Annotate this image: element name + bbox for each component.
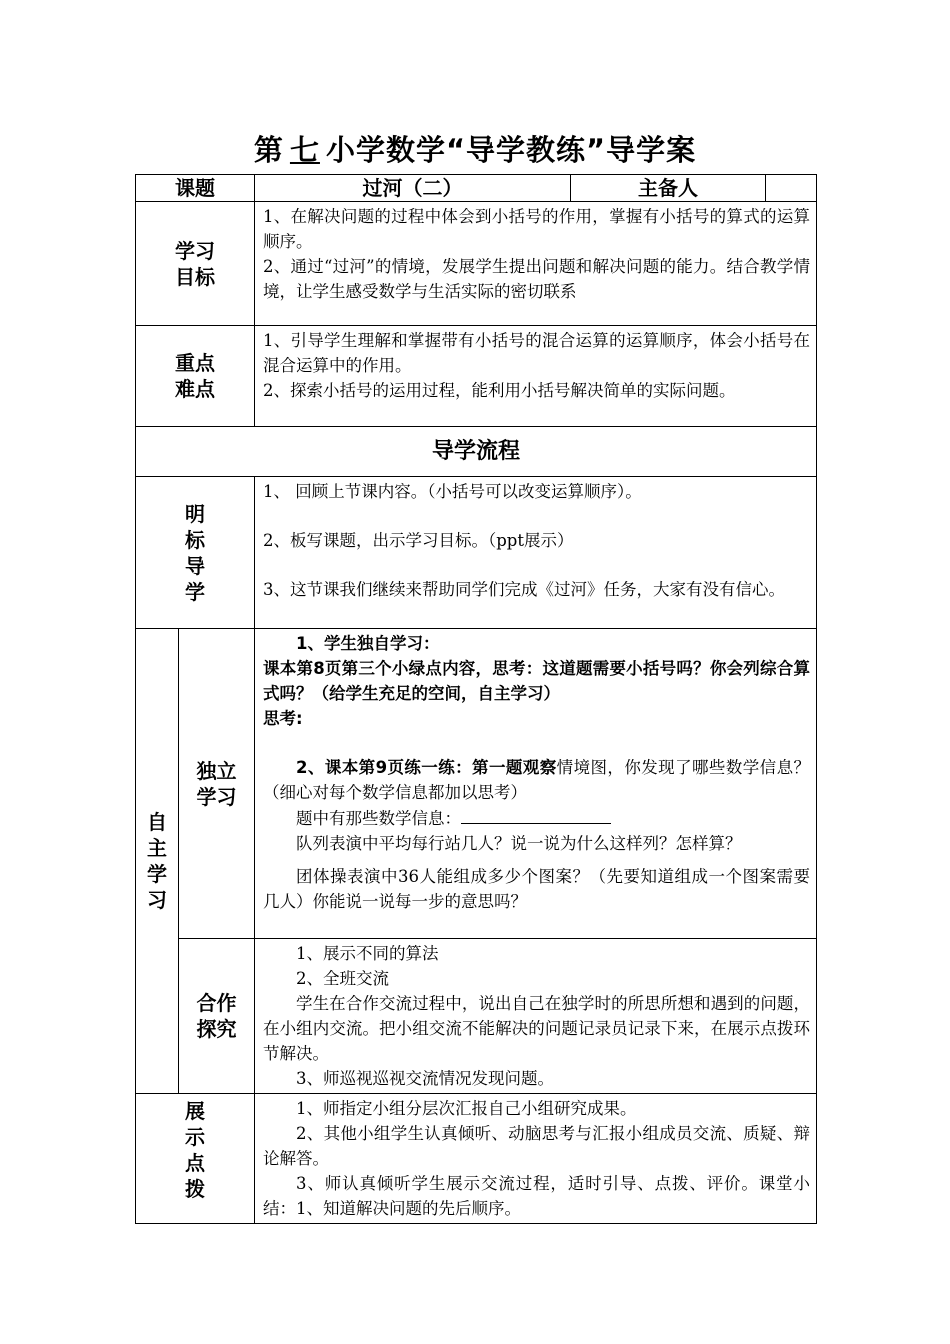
process-title-row — [136, 427, 817, 477]
title-suffix: 小学数学“导学教练”导学案 — [325, 133, 697, 167]
display-item: 3、师认真倾听学生展示交流过程，适时引导、点拨、评价。课堂小结：1、知道解决问题的先后顺序。 — [263, 1174, 810, 1218]
keypoints-row — [136, 326, 817, 427]
cooperative-item: 1、展示不同的算法 — [296, 944, 439, 963]
display-item: 2、其他小组学生认真倾听、动脑思考与汇报小组成员交流、质疑、辩论解答。 — [263, 1124, 810, 1168]
self-study-label: 自 主 学 习 — [136, 629, 179, 1094]
independent-heading-1: 1、学生独自学习： — [296, 634, 440, 653]
cooperative-label: 合作 探究 — [179, 939, 255, 1094]
keypoint-item: 2、探索小括号的运用过程，能利用小括号解决简单的实际问题。 — [263, 381, 736, 400]
topic-value: 过河（二） — [255, 175, 571, 202]
page-title — [0, 128, 950, 169]
independent-question-2: 队列表演中平均每行站几人？说一说为什么这样列？怎样算？ — [296, 834, 742, 853]
mingbiao-content — [255, 477, 817, 629]
independent-row — [136, 629, 817, 939]
objective-item: 2、通过“过河”的情境，发展学生提出问题和解决问题的能力。结合教学情境，让学生感受数学与生活实际的密切联系 — [263, 257, 810, 301]
display-label: 展 示 点 拨 — [136, 1094, 255, 1224]
answer-blank — [461, 805, 611, 824]
title-fill: 七 — [289, 133, 320, 167]
independent-think: 思考: — [263, 709, 303, 728]
independent-task-2: 2、课本第9页练一练：第一题观察情境图，你发现了哪些数学信息？（细心对每个数学信息都加以思考） — [263, 758, 811, 802]
independent-content — [255, 629, 817, 939]
mingbiao-label: 明 标 导 学 — [136, 477, 255, 629]
lesson-plan-table — [135, 174, 817, 1224]
mingbiao-row — [136, 477, 817, 629]
independent-task-1: 课本第8页第三个小绿点内容，思考：这道题需要小括号吗？你会列综合算式吗？（给学生充足的空间，自主学习） — [263, 659, 810, 703]
cooperative-row — [136, 939, 817, 1094]
header-row — [136, 175, 817, 202]
process-title: 导学流程 — [136, 427, 817, 477]
objectives-label: 学习 目标 — [136, 202, 255, 326]
mingbiao-item: 2、板写课题，出示学习目标。（ppt展示） — [263, 531, 574, 550]
objective-item: 1、在解决问题的过程中体会到小括号的作用，掌握有小括号的算式的运算顺序。 — [263, 207, 810, 251]
preparer-value — [766, 175, 817, 202]
display-row — [136, 1094, 817, 1224]
display-item: 1、师指定小组分层次汇报自己小组研究成果。 — [296, 1099, 637, 1118]
cooperative-item: 3、师巡视巡视交流情况发现问题。 — [296, 1069, 554, 1088]
cooperative-content — [255, 939, 817, 1094]
keypoints-content — [255, 326, 817, 427]
preparer-label: 主备人 — [571, 175, 766, 202]
objectives-content — [255, 202, 817, 326]
independent-question-3: 团体操表演中36人能组成多少个图案？（先要知道组成一个图案需要几人）你能说一说每一步的意思吗？ — [263, 867, 810, 911]
cooperative-item: 学生在合作交流过程中，说出自己在独学时的所思所想和遇到的问题，在小组内交流。把小组交流不能解决的问题记录员记录下来，在展示点拨环节解决。 — [263, 994, 810, 1063]
independent-label: 独立 学习 — [179, 629, 255, 939]
display-content — [255, 1094, 817, 1224]
mingbiao-item: 1、 回顾上节课内容。（小括号可以改变运算顺序）。 — [263, 482, 642, 501]
objectives-row — [136, 202, 817, 326]
cooperative-item: 2、全班交流 — [296, 969, 389, 988]
title-prefix: 第 — [253, 133, 284, 167]
keypoints-label: 重点 难点 — [136, 326, 255, 427]
keypoint-item: 1、引导学生理解和掌握带有小括号的混合运算的运算顺序，体会小括号在混合运算中的作用。 — [263, 331, 810, 375]
topic-label: 课题 — [136, 175, 255, 202]
independent-question-1: 题中有那些数学信息： — [263, 805, 810, 831]
mingbiao-item: 3、这节课我们继续来帮助同学们完成《过河》任务，大家有没有信心。 — [263, 580, 785, 599]
